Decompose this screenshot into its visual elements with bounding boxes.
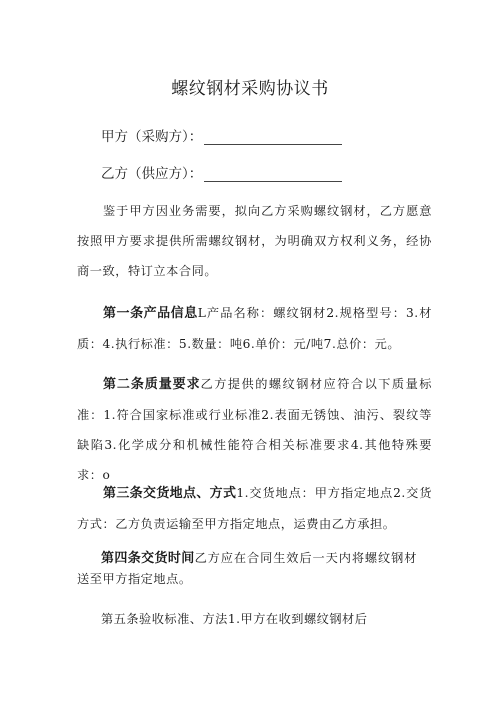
party-a-blank (204, 130, 342, 145)
party-a-line (101, 126, 342, 148)
article-2-body: 乙方提供的螺纹钢材应符合以下质量标准：1.符合国家标准或行业标准2.表面无锈蚀、油污、裂纹等缺陷3.化学成分和机械性能符合相关标准要求4.其他特殊要求：o (77, 377, 432, 482)
article-1-body: L产品名称：螺纹钢材2.规格型号：3.材质：4.执行标准：5.数量：吨6.单价：元/吨7.总价：元。 (77, 306, 432, 351)
article-4-heading: 第四条交货时间 (101, 551, 195, 566)
document-title: 螺纹钢材采购协议书 (171, 79, 329, 99)
article-2-heading: 第二条质量要求 (103, 377, 201, 392)
article-3 (77, 478, 432, 539)
party-a-label: 甲方（采购方）： (101, 129, 203, 145)
article-1-heading: 第一条产品信息 (103, 306, 198, 321)
article-4-body: 乙方应在合同生效后一天内将螺纹钢材送至甲方指定地点。 (77, 551, 417, 586)
article-2 (77, 369, 432, 490)
party-b-line (101, 163, 342, 185)
intro-paragraph: 鉴于甲方因业务需要，拟向乙方采购螺纹钢材，乙方愿意按照甲方要求提供所需螺纹钢材，为明确双方权利义务，经协商一致，特订立本合同。 (77, 204, 432, 278)
article-1 (77, 298, 432, 359)
article-3-heading: 第三条交货地点、方式 (103, 486, 237, 501)
article-5: 第五条验收标准、方法1.甲方在收到螺纹钢材后 (101, 612, 368, 626)
party-b-label: 乙方（供应方）： (101, 166, 203, 182)
party-b-blank (204, 167, 342, 182)
article-3-body: 1.交货地点：甲方指定地点2.交货方式：乙方负责运输至甲方指定地点，运费由乙方承担。 (77, 486, 432, 531)
article-4 (77, 548, 417, 590)
